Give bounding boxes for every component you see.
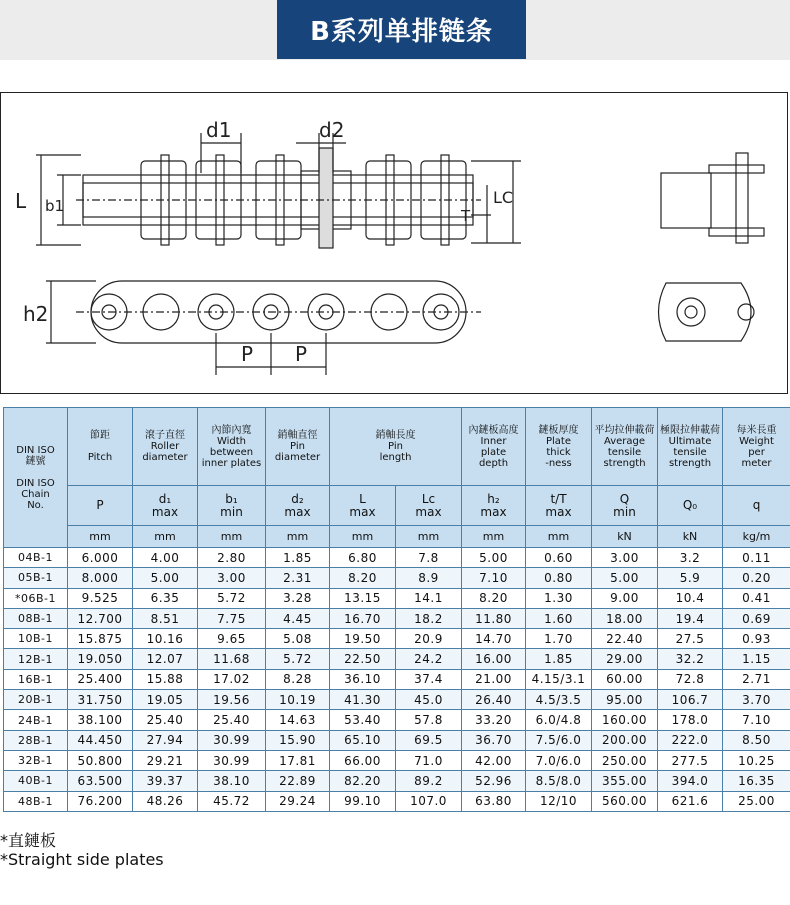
col-unit: mm — [266, 526, 330, 548]
table-cell: 25.40 — [198, 710, 266, 730]
table-cell: 89.2 — [396, 771, 462, 791]
label-b1: b1 — [45, 197, 65, 215]
table-row — [4, 568, 790, 588]
table-cell: 8.20 — [462, 588, 526, 608]
table-cell: 5.08 — [266, 629, 330, 649]
chain-no-cell: 32B-1 — [4, 750, 68, 770]
table-cell: 12/10 — [526, 791, 592, 811]
table-cell: 99.10 — [330, 791, 396, 811]
table-cell: 16.70 — [330, 608, 396, 628]
table-cell: 6.0/4.8 — [526, 710, 592, 730]
table-cell: 15.88 — [133, 669, 198, 689]
table-cell: 4.15/3.1 — [526, 669, 592, 689]
col-symbol: q — [723, 486, 790, 526]
table-cell: 15.875 — [68, 629, 133, 649]
table-cell: 60.00 — [592, 669, 658, 689]
table-cell: 5.00 — [592, 568, 658, 588]
col-symbol: h₂ max — [462, 486, 526, 526]
table-cell: 8.000 — [68, 568, 133, 588]
table-cell: 5.9 — [658, 568, 723, 588]
table-cell: 621.6 — [658, 791, 723, 811]
col-symbol: P — [68, 486, 133, 526]
chain-no-cell: 20B-1 — [4, 690, 68, 710]
table-cell: 30.99 — [198, 750, 266, 770]
table-cell: 2.80 — [198, 548, 266, 568]
table-cell: 27.5 — [658, 629, 723, 649]
table-cell: 95.00 — [592, 690, 658, 710]
table-cell: 44.450 — [68, 730, 133, 750]
table-cell: 8.9 — [396, 568, 462, 588]
col-symbol: t/T max — [526, 486, 592, 526]
col-symbol: Q min — [592, 486, 658, 526]
table-cell: 33.20 — [462, 710, 526, 730]
table-cell: 57.8 — [396, 710, 462, 730]
col-header: 每米長重 Weight per meter — [723, 408, 790, 486]
table-cell: 63.80 — [462, 791, 526, 811]
table-cell: 5.00 — [133, 568, 198, 588]
label-h2: h2 — [23, 302, 49, 326]
table-row — [4, 710, 790, 730]
col-symbol: d₂ max — [266, 486, 330, 526]
table-cell: 1.15 — [723, 649, 790, 669]
table-cell: 7.10 — [723, 710, 790, 730]
footnote-en: *Straight side plates — [0, 850, 164, 869]
table-cell: 26.40 — [462, 690, 526, 710]
table-cell: 31.750 — [68, 690, 133, 710]
table-cell: 0.93 — [723, 629, 790, 649]
chain-no-cell: 12B-1 — [4, 649, 68, 669]
table-cell: 27.94 — [133, 730, 198, 750]
table-cell: 14.70 — [462, 629, 526, 649]
table-cell: 6.80 — [330, 548, 396, 568]
chain-no-cell: 05B-1 — [4, 568, 68, 588]
table-cell: 4.5/3.5 — [526, 690, 592, 710]
table-cell: 16.35 — [723, 771, 790, 791]
table-cell: 29.24 — [266, 791, 330, 811]
table-cell: 3.70 — [723, 690, 790, 710]
table-cell: 82.20 — [330, 771, 396, 791]
table-cell: 10.4 — [658, 588, 723, 608]
col-header: 內鏈板高度 Inner plate depth — [462, 408, 526, 486]
table-cell: 3.00 — [198, 568, 266, 588]
table-cell: 1.30 — [526, 588, 592, 608]
table-row — [4, 730, 790, 750]
table-cell: 25.40 — [133, 710, 198, 730]
col-unit: mm — [526, 526, 592, 548]
table-cell: 12.07 — [133, 649, 198, 669]
chain-no-cell: 40B-1 — [4, 771, 68, 791]
col-symbol: b₁ min — [198, 486, 266, 526]
page-title: B系列单排链条 — [277, 0, 526, 59]
table-cell: 18.00 — [592, 608, 658, 628]
table-row — [4, 588, 790, 608]
table-cell: 13.15 — [330, 588, 396, 608]
table-cell: 19.4 — [658, 608, 723, 628]
table-cell: 0.80 — [526, 568, 592, 588]
header-symbol-row — [4, 486, 790, 526]
col-unit: mm — [396, 526, 462, 548]
table-cell: 11.68 — [198, 649, 266, 669]
table-cell: 2.71 — [723, 669, 790, 689]
table-cell: 71.0 — [396, 750, 462, 770]
col-header: 銷軸直徑 Pin diameter — [266, 408, 330, 486]
table-cell: 4.00 — [133, 548, 198, 568]
table-cell: 3.2 — [658, 548, 723, 568]
table-cell: 29.21 — [133, 750, 198, 770]
table-cell: 5.72 — [198, 588, 266, 608]
table-cell: 37.4 — [396, 669, 462, 689]
header-unit-row — [4, 526, 790, 548]
table-cell: 41.30 — [330, 690, 396, 710]
table-cell: 20.9 — [396, 629, 462, 649]
table-cell: 8.20 — [330, 568, 396, 588]
chain-spec-table — [3, 407, 790, 812]
col-unit: mm — [68, 526, 133, 548]
table-cell: 48.26 — [133, 791, 198, 811]
table-cell: 11.80 — [462, 608, 526, 628]
table-cell: 7.10 — [462, 568, 526, 588]
table-cell: 30.99 — [198, 730, 266, 750]
table-cell: 277.5 — [658, 750, 723, 770]
table-cell: 25.400 — [68, 669, 133, 689]
table-cell: 42.00 — [462, 750, 526, 770]
table-cell: 15.90 — [266, 730, 330, 750]
table-cell: 200.00 — [592, 730, 658, 750]
table-cell: 0.60 — [526, 548, 592, 568]
chain-no-cell: 16B-1 — [4, 669, 68, 689]
col-header: 鏈板厚度 Plate thick -ness — [526, 408, 592, 486]
table-cell: 160.00 — [592, 710, 658, 730]
col-symbol: Q₀ — [658, 486, 723, 526]
table-cell: 36.70 — [462, 730, 526, 750]
table-cell: 0.41 — [723, 588, 790, 608]
table-cell: 38.10 — [198, 771, 266, 791]
table-cell: 5.72 — [266, 649, 330, 669]
table-cell: 76.200 — [68, 791, 133, 811]
table-row — [4, 608, 790, 628]
chain-drawing — [0, 92, 788, 394]
label-d2: d2 — [319, 118, 345, 142]
table-cell: 4.45 — [266, 608, 330, 628]
table-cell: 9.00 — [592, 588, 658, 608]
table-cell: 69.5 — [396, 730, 462, 750]
table-cell: 5.00 — [462, 548, 526, 568]
chain-no-cell: 10B-1 — [4, 629, 68, 649]
table-cell: 106.7 — [658, 690, 723, 710]
header-names-row — [4, 408, 790, 486]
table-cell: 22.89 — [266, 771, 330, 791]
table-row — [4, 791, 790, 811]
table-cell: 22.40 — [592, 629, 658, 649]
table-cell: 107.0 — [396, 791, 462, 811]
table-row — [4, 750, 790, 770]
col-unit: mm — [462, 526, 526, 548]
col-header: 節距 Pitch — [68, 408, 133, 486]
chain-no-header: DIN ISO 鏈號 DIN ISO Chain No. — [4, 408, 68, 548]
table-cell: 1.85 — [526, 649, 592, 669]
table-cell: 52.96 — [462, 771, 526, 791]
footnote-zh: *直鏈板 — [0, 831, 57, 850]
table-cell: 8.28 — [266, 669, 330, 689]
table-cell: 10.25 — [723, 750, 790, 770]
table-cell: 39.37 — [133, 771, 198, 791]
chain-no-cell: 24B-1 — [4, 710, 68, 730]
label-LC: LC — [493, 188, 514, 207]
table-cell: 53.40 — [330, 710, 396, 730]
table-cell: 250.00 — [592, 750, 658, 770]
table-cell: 1.85 — [266, 548, 330, 568]
table-cell: 17.81 — [266, 750, 330, 770]
table-cell: 66.00 — [330, 750, 396, 770]
col-unit: kg/m — [723, 526, 790, 548]
table-cell: 178.0 — [658, 710, 723, 730]
table-cell: 22.50 — [330, 649, 396, 669]
table-cell: 18.2 — [396, 608, 462, 628]
label-P1: P — [241, 342, 254, 366]
chain-no-cell: *06B-1 — [4, 588, 68, 608]
chain-no-cell: 04B-1 — [4, 548, 68, 568]
table-cell: 0.11 — [723, 548, 790, 568]
table-cell: 10.19 — [266, 690, 330, 710]
table-cell: 1.60 — [526, 608, 592, 628]
label-d1: d1 — [206, 118, 232, 142]
table-cell: 10.16 — [133, 629, 198, 649]
table-cell: 7.5/6.0 — [526, 730, 592, 750]
table-cell: 36.10 — [330, 669, 396, 689]
table-row — [4, 669, 790, 689]
col-unit: mm — [198, 526, 266, 548]
table-cell: 19.50 — [330, 629, 396, 649]
table-cell: 50.800 — [68, 750, 133, 770]
col-unit: kN — [658, 526, 723, 548]
table-cell: 9.525 — [68, 588, 133, 608]
col-header: 平均拉伸載荷 Average tensile strength — [592, 408, 658, 486]
table-cell: 8.51 — [133, 608, 198, 628]
table-row — [4, 548, 790, 568]
table-cell: 19.050 — [68, 649, 133, 669]
table-cell: 355.00 — [592, 771, 658, 791]
table-cell: 14.63 — [266, 710, 330, 730]
table-cell: 6.35 — [133, 588, 198, 608]
col-symbol: Lc max — [396, 486, 462, 526]
end-view-top — [661, 173, 711, 228]
table-cell: 16.00 — [462, 649, 526, 669]
col-header: 滾子直徑 Roller diameter — [133, 408, 198, 486]
col-header: 銷軸長度 Pin length — [330, 408, 462, 486]
table-cell: 7.75 — [198, 608, 266, 628]
label-T: T — [461, 207, 471, 225]
table-row — [4, 690, 790, 710]
table-cell: 21.00 — [462, 669, 526, 689]
table-cell: 25.00 — [723, 791, 790, 811]
table-cell: 2.31 — [266, 568, 330, 588]
chain-no-cell: 28B-1 — [4, 730, 68, 750]
table-cell: 63.500 — [68, 771, 133, 791]
table-cell: 9.65 — [198, 629, 266, 649]
table-cell: 29.00 — [592, 649, 658, 669]
table-cell: 45.72 — [198, 791, 266, 811]
table-cell: 65.10 — [330, 730, 396, 750]
col-unit: mm — [330, 526, 396, 548]
chain-no-cell: 48B-1 — [4, 791, 68, 811]
table-cell: 7.8 — [396, 548, 462, 568]
col-symbol: d₁ max — [133, 486, 198, 526]
table-cell: 19.56 — [198, 690, 266, 710]
table-cell: 24.2 — [396, 649, 462, 669]
col-unit: kN — [592, 526, 658, 548]
col-header: 內節內寬 Width between inner plates — [198, 408, 266, 486]
spec-table-body — [4, 548, 790, 812]
table-cell: 12.700 — [68, 608, 133, 628]
table-cell: 19.05 — [133, 690, 198, 710]
table-cell: 394.0 — [658, 771, 723, 791]
table-cell: 14.1 — [396, 588, 462, 608]
table-row — [4, 629, 790, 649]
label-L: L — [15, 189, 27, 213]
table-cell: 3.28 — [266, 588, 330, 608]
table-row — [4, 771, 790, 791]
table-cell: 3.00 — [592, 548, 658, 568]
label-P2: P — [295, 342, 308, 366]
table-cell: 45.0 — [396, 690, 462, 710]
table-cell: 72.8 — [658, 669, 723, 689]
table-cell: 0.20 — [723, 568, 790, 588]
table-cell: 6.000 — [68, 548, 133, 568]
table-cell: 7.0/6.0 — [526, 750, 592, 770]
table-cell: 560.00 — [592, 791, 658, 811]
col-unit: mm — [133, 526, 198, 548]
col-header: 極限拉伸載荷 Ultimate tensile strength — [658, 408, 723, 486]
table-cell: 222.0 — [658, 730, 723, 750]
table-cell: 1.70 — [526, 629, 592, 649]
chain-no-cell: 08B-1 — [4, 608, 68, 628]
table-cell: 0.69 — [723, 608, 790, 628]
table-cell: 38.100 — [68, 710, 133, 730]
table-cell: 8.50 — [723, 730, 790, 750]
col-symbol: L max — [330, 486, 396, 526]
table-cell: 17.02 — [198, 669, 266, 689]
table-row — [4, 649, 790, 669]
chain-diagram-svg — [1, 93, 789, 395]
table-cell: 32.2 — [658, 649, 723, 669]
table-cell: 8.5/8.0 — [526, 771, 592, 791]
